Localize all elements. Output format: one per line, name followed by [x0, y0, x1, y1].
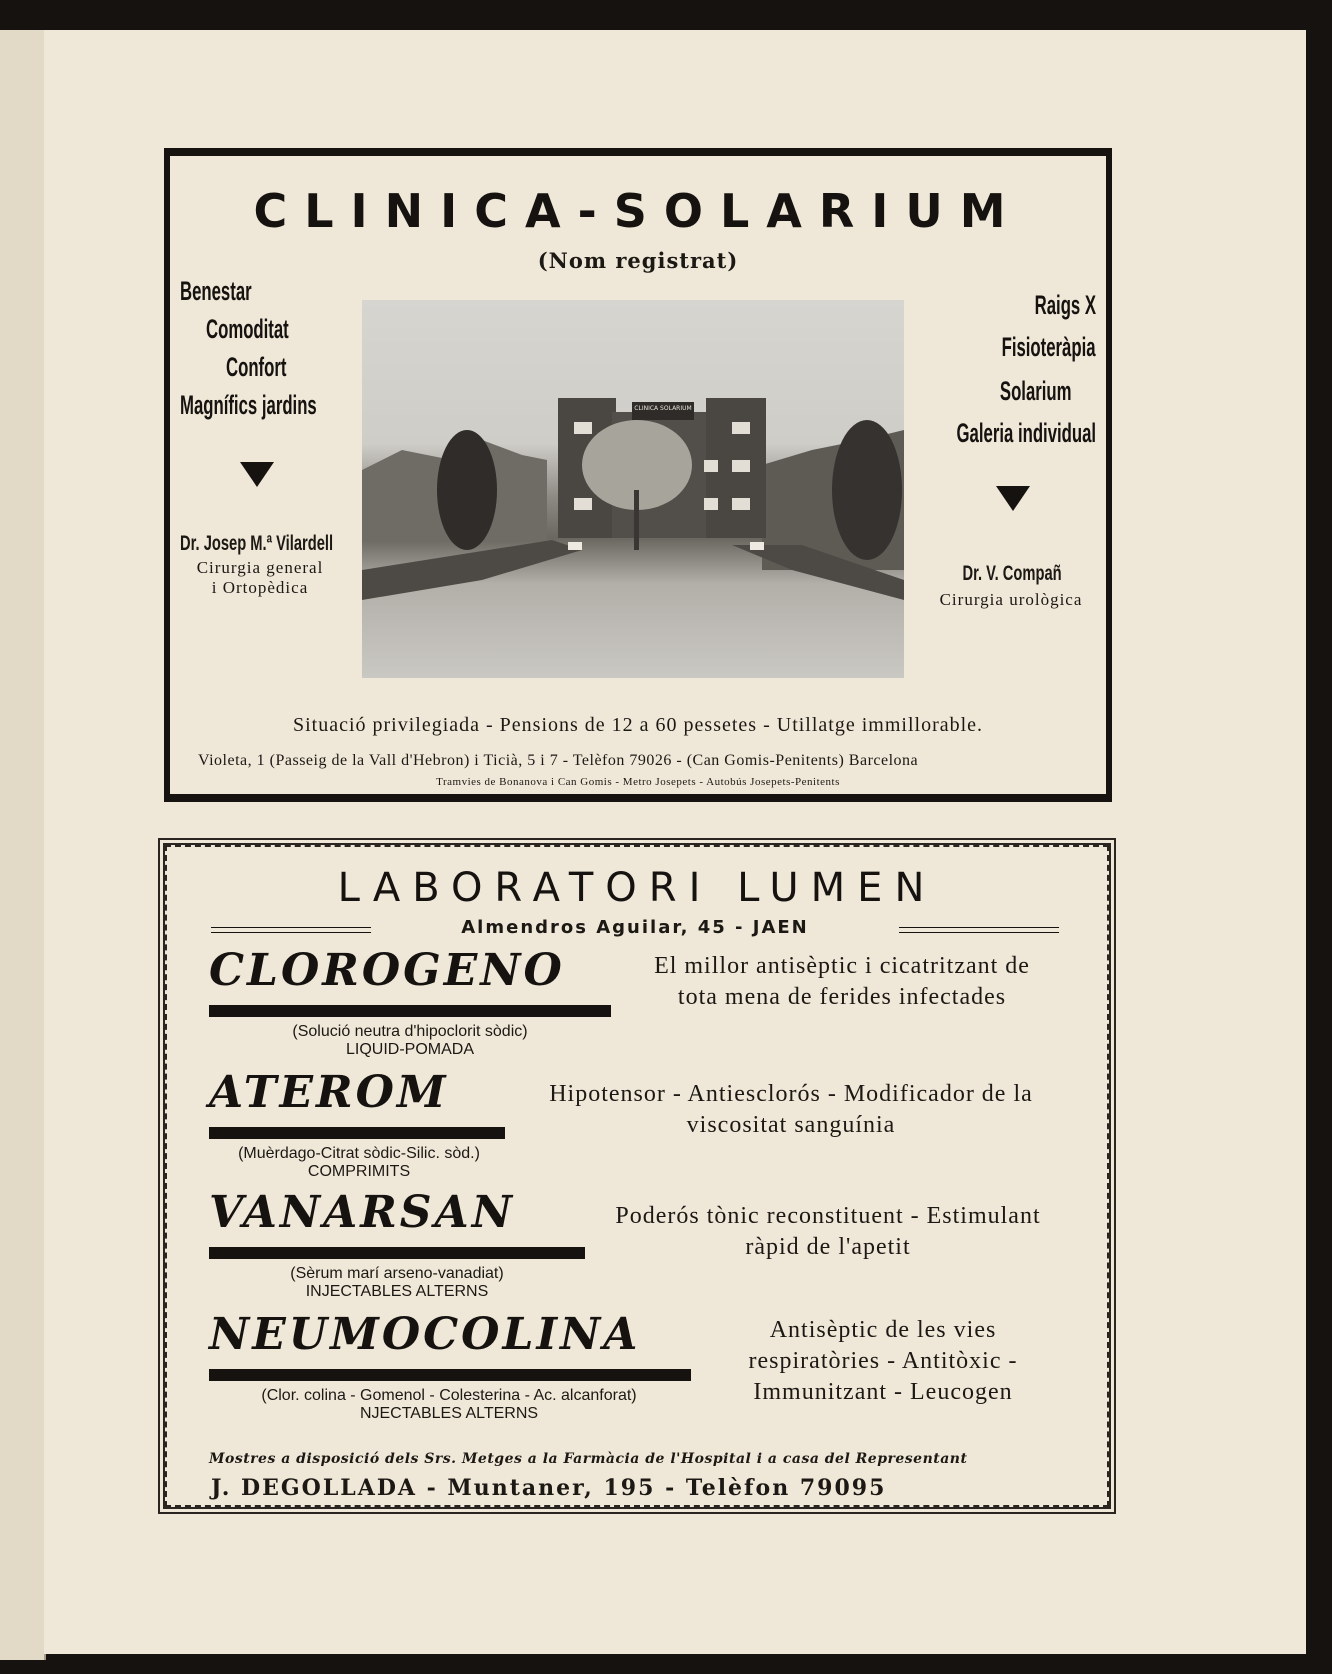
product-form: LIQUID-POMADA	[345, 1041, 474, 1058]
lab-address-row	[211, 917, 1059, 941]
product-composition: (Solució neutra d'hipoclorit sòdic)	[292, 1023, 528, 1040]
product-description: Antisèptic de les vies respiratòries - Antitòxic - Immunitzant - Leucogen	[748, 1317, 1018, 1405]
product-form: INJECTABLES ALTERNS	[305, 1283, 489, 1300]
left-feature: Confort	[226, 352, 287, 382]
product-description: Poderós tònic reconstituent - Estimulant ràpid de l'apetit	[615, 1203, 1041, 1260]
clinic-advertisement	[164, 148, 1112, 802]
lab-title: LABORATORI LUMEN	[337, 865, 937, 911]
lab-footer-samples: Mostres a disposició dels Srs. Metges a la Farmàcia de l'Hospital i a casa del Representant	[209, 1451, 968, 1467]
product-underline	[209, 1127, 505, 1139]
product-name: NEUMOCOLINA	[209, 1309, 641, 1360]
product-name: ATEROM	[209, 1067, 449, 1118]
clinic-title: CLINICA-SOLARIUM	[253, 184, 1023, 238]
product-form: COMPRIMITS	[307, 1163, 411, 1180]
product-name: VANARSAN	[209, 1187, 515, 1238]
product-name: CLOROGENO	[209, 945, 565, 996]
down-arrow-icon	[996, 486, 1030, 511]
product-description: Hipotensor - Antiesclorós - Modificador de la viscositat sanguínia	[549, 1081, 1033, 1138]
left-feature: Benestar	[180, 276, 252, 306]
right-feature: Solarium	[1000, 376, 1072, 406]
product-description: El millor antisèptic i cicatritzant de tota mena de ferides infectades	[654, 953, 1030, 1010]
right-doctor-name: Dr. V. Compañ	[962, 562, 1062, 585]
product-composition: (Clor. colina - Gomenol - Colesterina - Ac. alcanforat)	[261, 1387, 637, 1404]
left-doctor-name: Dr. Josep M.ª Vilardell	[180, 532, 334, 555]
clinic-footer-transport: Tramvies de Bonanova i Can Gomis - Metro Josepets - Autobús Josepets-Penitents	[436, 776, 840, 788]
specialty-line: Cirurgia general	[196, 558, 324, 577]
product-composition-block	[209, 1265, 585, 1301]
product-underline	[209, 1247, 585, 1259]
right-doctor-specialty: Cirurgia urològica	[939, 590, 1083, 609]
product-underline	[209, 1369, 691, 1381]
lab-advertisement	[158, 838, 1116, 1514]
lab-address: Almendros Aguilar, 45 - JAEN	[461, 917, 809, 938]
clinic-photo-drawing	[362, 300, 904, 678]
product-form: NJECTABLES ALTERNS	[359, 1405, 539, 1422]
clinic-footer-pricing: Situació privilegiada - Pensions de 12 a 60 pessetes - Utillatge immillorable.	[292, 714, 984, 736]
product-underline	[209, 1005, 611, 1017]
page	[44, 30, 1306, 1654]
clinic-building-photo	[362, 300, 904, 678]
right-feature: Fisioteràpia	[1002, 332, 1096, 362]
product-composition-block	[209, 1023, 611, 1059]
left-doctor-specialty	[180, 558, 340, 598]
lab-footer-representative: J. DEGOLLADA - Muntaner, 195 - Telèfon 79095	[211, 1475, 887, 1501]
photo-sign-text: CLINICA SOLARIUM	[634, 405, 692, 412]
product-composition: (Muèrdago-Citrat sòdic-Silic. sòd.)	[238, 1145, 480, 1162]
right-feature: Raigs X	[1034, 290, 1096, 320]
left-page-edge	[0, 30, 46, 1660]
product-composition-block	[199, 1145, 519, 1181]
clinic-footer-address: Violeta, 1 (Passeig de la Vall d'Hebron) i Ticià, 5 i 7 - Telèfon 79026 - (Can Gomis-Penitents) Barcelona	[198, 752, 919, 769]
clinic-subtitle: (Nom registrat)	[537, 248, 739, 273]
down-arrow-icon	[240, 462, 274, 487]
product-composition: (Sèrum marí arseno-vanadiat)	[290, 1265, 504, 1282]
product-composition-block	[199, 1387, 699, 1423]
specialty-line: i Ortopèdica	[211, 578, 309, 597]
left-feature: Comoditat	[206, 314, 289, 344]
left-feature: Magnífics jardins	[180, 390, 317, 420]
right-feature: Galeria individual	[956, 418, 1096, 448]
